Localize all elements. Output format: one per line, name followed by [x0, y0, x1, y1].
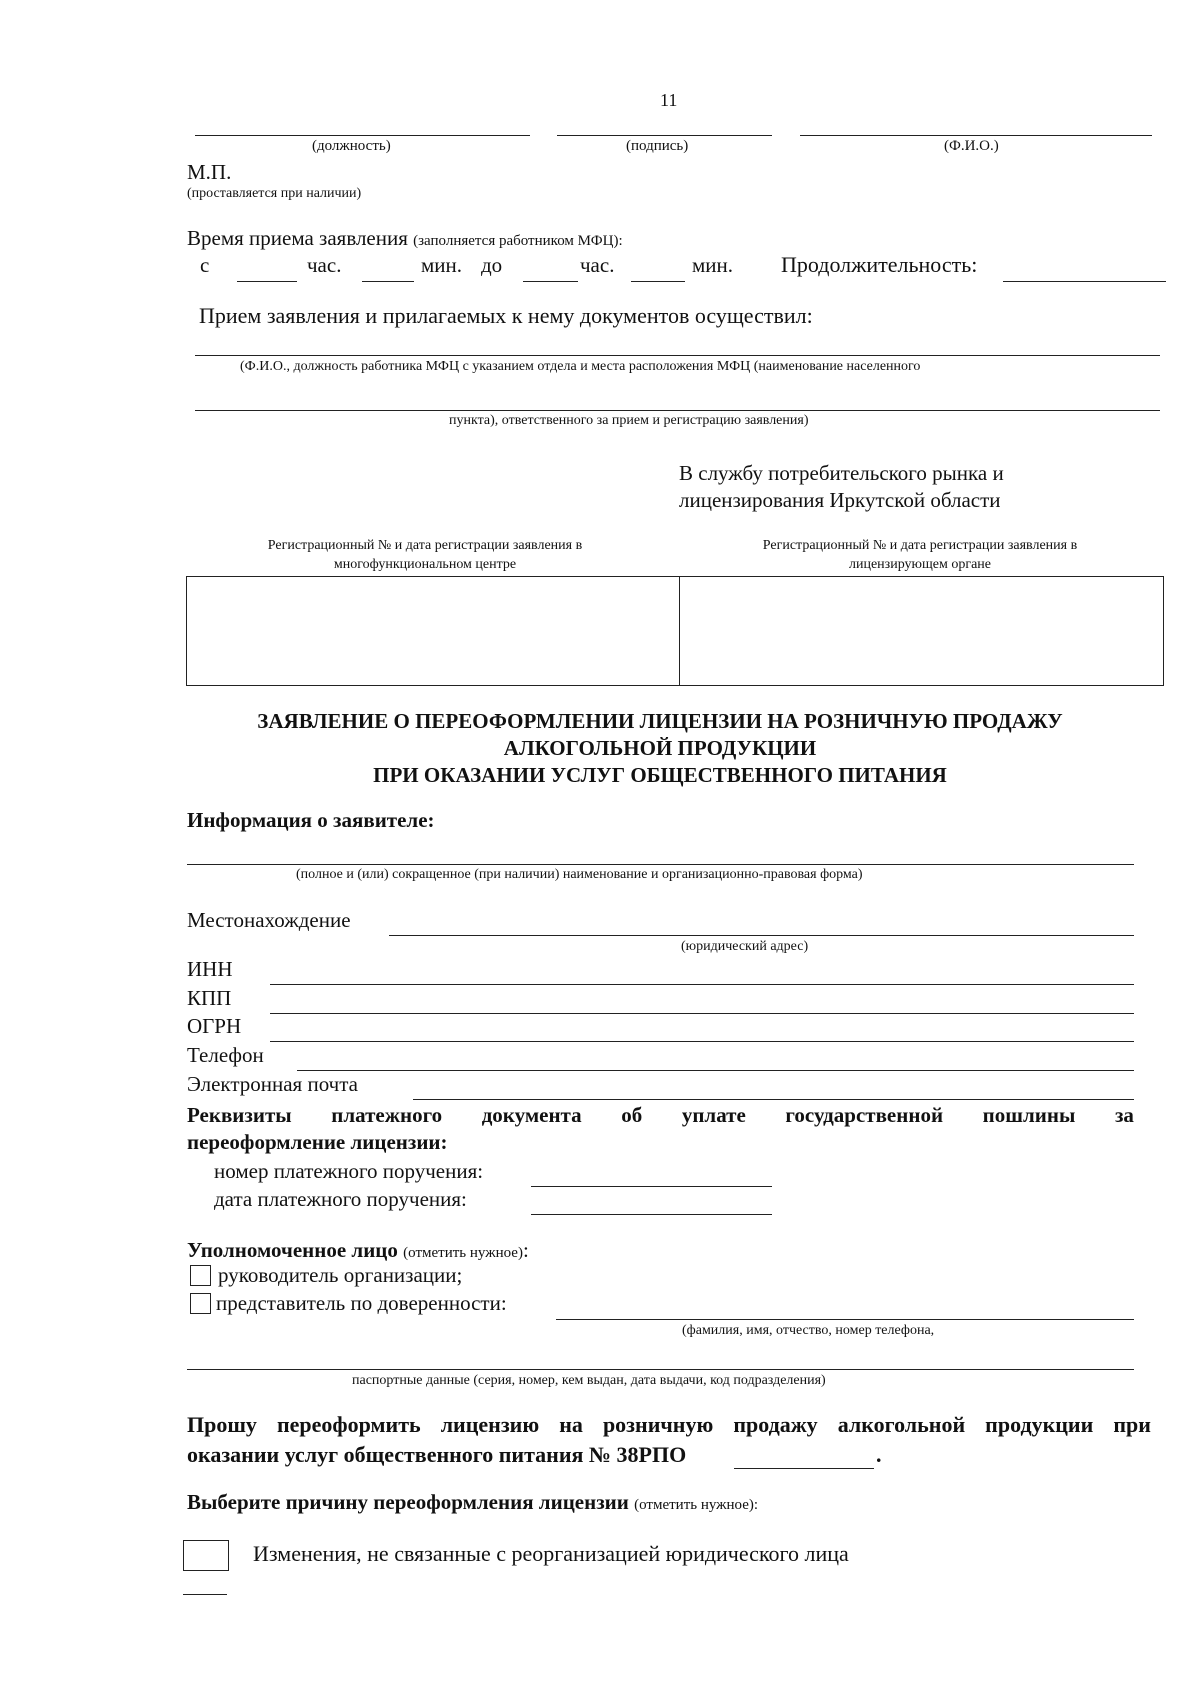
reason-note: (отметить нужное):	[634, 1497, 759, 1513]
order-number-field[interactable]	[531, 1186, 772, 1187]
reason-heading	[187, 1490, 758, 1515]
time-minutes1: мин.	[421, 253, 463, 277]
kpp-label: КПП	[187, 986, 232, 1010]
request-word: лицензию	[440, 1412, 540, 1437]
authorized-colon: :	[522, 1238, 529, 1262]
signature-caption: (подпись)	[626, 138, 689, 154]
email-label: Электронная почта	[187, 1072, 358, 1096]
order-date-field[interactable]	[531, 1214, 772, 1215]
staff-caption-1: (Ф.И.О., должность работника МФЦ с указанием отдела и места расположения МФЦ (наименование населенного	[240, 359, 921, 374]
reason-option-1: Изменения, не связанные с реорганизацией юридического лица	[253, 1541, 849, 1566]
stamp-label: М.П.	[187, 160, 232, 184]
agency-reg-caption-line2: лицензирующем органе	[849, 557, 991, 572]
time-to: до	[481, 253, 503, 277]
title-line2: АЛКОГОЛЬНОЙ ПРОДУКЦИИ	[503, 736, 817, 760]
staff-field-1[interactable]	[195, 355, 1160, 356]
time-from: с	[200, 253, 210, 277]
request-word: при	[1113, 1412, 1151, 1437]
payment-word: платежного	[331, 1103, 443, 1127]
request-line2-end: .	[876, 1442, 882, 1467]
duration-label: Продолжительность:	[781, 252, 978, 277]
time-hours2: час.	[580, 253, 615, 277]
payment-word: документа	[481, 1103, 582, 1127]
signature-field[interactable]	[557, 135, 772, 136]
agency-reg-caption-line1: Регистрационный № и дата регистрации заявления в	[762, 538, 1078, 553]
location-caption: (юридический адрес)	[681, 939, 809, 954]
order-number-label: номер платежного поручения:	[214, 1159, 484, 1183]
applicant-heading: Информация о заявителе:	[187, 808, 435, 832]
checkbox-reason-1[interactable]	[183, 1540, 229, 1571]
authorized-heading	[187, 1238, 529, 1263]
position-caption: (должность)	[312, 138, 391, 154]
option-representative: представитель по доверенности:	[216, 1291, 507, 1315]
checkbox-director[interactable]	[190, 1265, 211, 1286]
agency-registration-box[interactable]	[679, 576, 1164, 686]
license-number-field[interactable]	[734, 1468, 874, 1469]
order-date-label: дата платежного поручения:	[214, 1187, 467, 1211]
staff-caption-2: пункта), ответственного за прием и регистрацию заявления)	[449, 413, 809, 428]
title-line3: ПРИ ОКАЗАНИИ УСЛУГ ОБЩЕСТВЕННОГО ПИТАНИЯ	[373, 763, 947, 787]
position-field[interactable]	[195, 135, 530, 136]
reception-time-text: Время приема заявления	[187, 226, 408, 250]
kpp-field[interactable]	[270, 1013, 1134, 1014]
addressee-line1: В службу потребительского рынка и	[679, 461, 1004, 485]
request-word: переоформить	[276, 1412, 421, 1437]
request-word: продукции	[985, 1412, 1094, 1437]
checkbox-representative[interactable]	[190, 1293, 211, 1314]
phone-label: Телефон	[187, 1043, 264, 1067]
hours1-field[interactable]	[237, 281, 297, 282]
payment-word: государственной	[785, 1103, 944, 1127]
hours2-field[interactable]	[523, 281, 578, 282]
payment-word: уплате	[681, 1103, 746, 1127]
minutes1-field[interactable]	[362, 281, 414, 282]
request-word: на	[559, 1412, 583, 1437]
request-word: Прошу	[187, 1412, 257, 1437]
time-hours1: час.	[307, 253, 342, 277]
payment-heading-line1	[187, 1103, 1134, 1128]
duration-field[interactable]	[1003, 281, 1166, 282]
payment-word: пошлины	[982, 1103, 1076, 1127]
representative-field-2[interactable]	[187, 1369, 1134, 1370]
request-word: продажу	[733, 1412, 818, 1437]
mfc-reg-caption-line1: Регистрационный № и дата регистрации заявления в	[267, 538, 583, 553]
payment-word: Реквизиты	[187, 1103, 292, 1127]
title-line1: ЗАЯВЛЕНИЕ О ПЕРЕОФОРМЛЕНИИ ЛИЦЕНЗИИ НА РОЗНИЧНУЮ ПРОДАЖУ	[257, 709, 1063, 733]
request-line2: оказании услуг общественного питания № 38РПО	[187, 1442, 687, 1467]
representative-caption-1: (фамилия, имя, отчество, номер телефона,	[682, 1323, 935, 1338]
ogrn-label: ОГРН	[187, 1014, 242, 1038]
reception-staff-label: Прием заявления и прилагаемых к нему документов осуществил:	[199, 303, 813, 328]
email-field[interactable]	[413, 1099, 1134, 1100]
location-label: Местонахождение	[187, 908, 351, 932]
payment-heading-line2: переоформление лицензии:	[187, 1130, 448, 1154]
time-minutes2: мин.	[692, 253, 734, 277]
addressee-line2: лицензирования Иркутской области	[679, 488, 1001, 512]
request-word: алкогольной	[837, 1412, 966, 1437]
minutes2-field[interactable]	[631, 281, 685, 282]
mfc-reg-caption-line2: многофункциональном центре	[333, 557, 517, 572]
staff-field-2[interactable]	[195, 410, 1160, 411]
request-line1	[187, 1412, 1151, 1438]
reception-time-note: (заполняется работником МФЦ):	[413, 233, 623, 249]
name-caption: (Ф.И.О.)	[944, 138, 999, 154]
inn-field[interactable]	[270, 984, 1134, 985]
request-word: розничную	[602, 1412, 714, 1437]
ogrn-field[interactable]	[270, 1041, 1134, 1042]
authorized-note: (отметить нужное)	[403, 1245, 523, 1261]
authorized-heading-text: Уполномоченное лицо	[187, 1238, 398, 1262]
inn-label: ИНН	[187, 957, 233, 981]
applicant-name-field[interactable]	[187, 864, 1134, 865]
mfc-reg-caption	[185, 536, 665, 574]
reason-heading-text: Выберите причину переоформления лицензии	[187, 1490, 629, 1514]
page-number: 11	[660, 90, 678, 110]
document-title	[160, 708, 1160, 789]
representative-caption-2: паспортные данные (серия, номер, кем выдан, дата выдачи, код подразделения)	[352, 1373, 826, 1388]
next-box-edge	[183, 1594, 227, 1595]
applicant-name-caption: (полное и (или) сокращенное (при наличии) наименование и организационно-правовая форма)	[296, 867, 863, 882]
reception-time-label	[187, 226, 623, 251]
option-director: руководитель организации;	[218, 1263, 463, 1287]
phone-field[interactable]	[297, 1070, 1134, 1071]
mfc-registration-box[interactable]	[186, 576, 680, 686]
stamp-note: (проставляется при наличии)	[187, 186, 362, 201]
payment-word: об	[621, 1103, 643, 1127]
name-field[interactable]	[800, 135, 1152, 136]
payment-word: за	[1114, 1103, 1134, 1127]
location-field[interactable]	[389, 935, 1134, 936]
representative-field[interactable]	[556, 1319, 1134, 1320]
agency-reg-caption	[680, 536, 1160, 574]
